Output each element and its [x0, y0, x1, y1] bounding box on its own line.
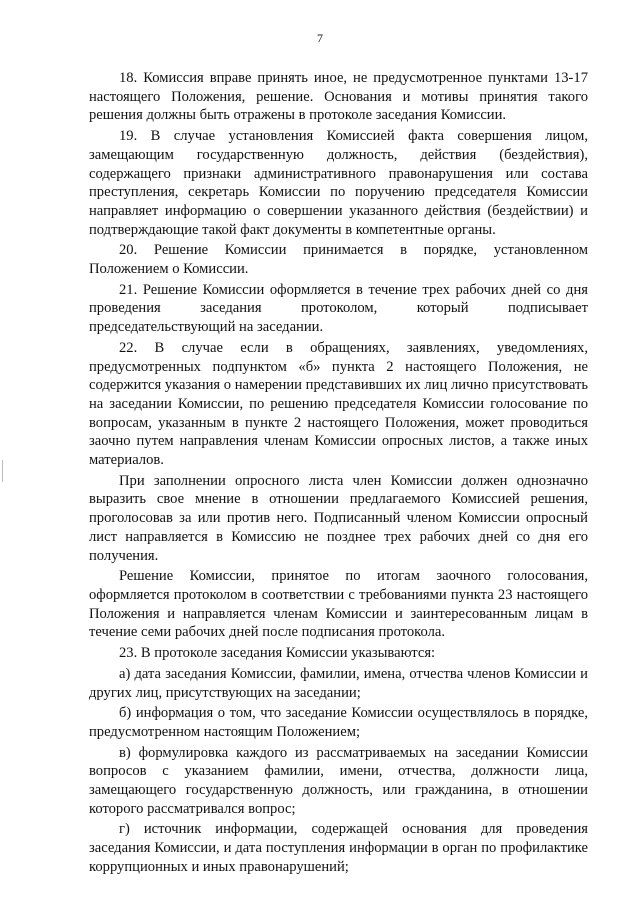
document-body: [89, 69, 588, 877]
scan-margin-mark: [2, 460, 3, 482]
paragraph-23: 23. В протоколе заседания Комиссии указываются:: [119, 645, 436, 662]
paragraph-19: 19. В случае установления Комиссией факта совершения лицом, замещающим государственную должность, действия (бездействия), содержащего признаки административного правонарушения или состава преступления, секретарь Комиссии по поручению председателя Комиссии направляет информацию о совершении указанного действия (бездействии) и подтверждающие такой факт документы в компетентные органы.: [89, 128, 588, 238]
paragraph-22: 22. В случае если в обращениях, заявлениях, уведомлениях, предусмотренных подпунктом «б» пункта 2 настоящего Положения, не содержится указания о намерении представивших их лиц лично присутствовать на заседании Комиссии, по решению председателя Комиссии голосование по вопросам, указанным в пункте 2 настоящего Положения, может проводиться заочно путем направления членам Комиссии опросных листов, а также иных материалов.: [89, 339, 588, 469]
paragraph-22-questionnaire: При заполнении опросного листа член Комиссии должен однозначно выразить свое мнение в отношении предлагаемого Комиссией решения, проголосовав за или против него. Подписанный членом Комиссии опросный лист направляется в Комиссию не позднее трех рабочих дней со дня его получения.: [89, 472, 588, 564]
page-number: 7: [317, 31, 323, 45]
paragraph-23-g: г) источник информации, содержащей основания для проведения заседания Комиссии, и дата поступления информации в орган по профилактике коррупционных и иных правонарушений;: [89, 821, 588, 875]
paragraph-18: 18. Комиссия вправе принять иное, не предусмотренное пунктами 13-17 настоящего Положения, решение. Основания и мотивы принятия такого решения должны быть отражены в протоколе заседания Комиссии.: [89, 70, 588, 124]
paragraph-23-v: в) формулировка каждого из рассматриваемых на заседании Комиссии вопросов с указанием фамилии, имени, отчества, должности лица, замещающего государственную должность, или гражданина, в отношении которого рассматривался вопрос;: [89, 744, 588, 817]
paragraph-23-a: а) дата заседания Комиссии, фамилии, имена, отчества членов Комиссии и других лиц, присутствующих на заседании;: [89, 665, 588, 701]
paragraph-21: 21. Решение Комиссии оформляется в течение трех рабочих дней со дня проведения заседания протоколом, который подписывает председательствующий на заседании.: [89, 281, 588, 336]
paragraph-23-b: б) информация о том, что заседание Комиссии осуществлялось в порядке, предусмотренном настоящим Положением;: [89, 705, 588, 740]
paragraph-20: 20. Решение Комиссии принимается в порядке, установленном Положением о Комиссии.: [89, 242, 588, 278]
paragraph-22-decision: Решение Комиссии, принятое по итогам заочного голосования, оформляется протоколом в соответствии с требованиями пункта 23 настоящего Положения и направляется членам Комиссии и заинтересованным лицам в течение семи рабочих дней после подписания протокола.: [89, 568, 588, 641]
